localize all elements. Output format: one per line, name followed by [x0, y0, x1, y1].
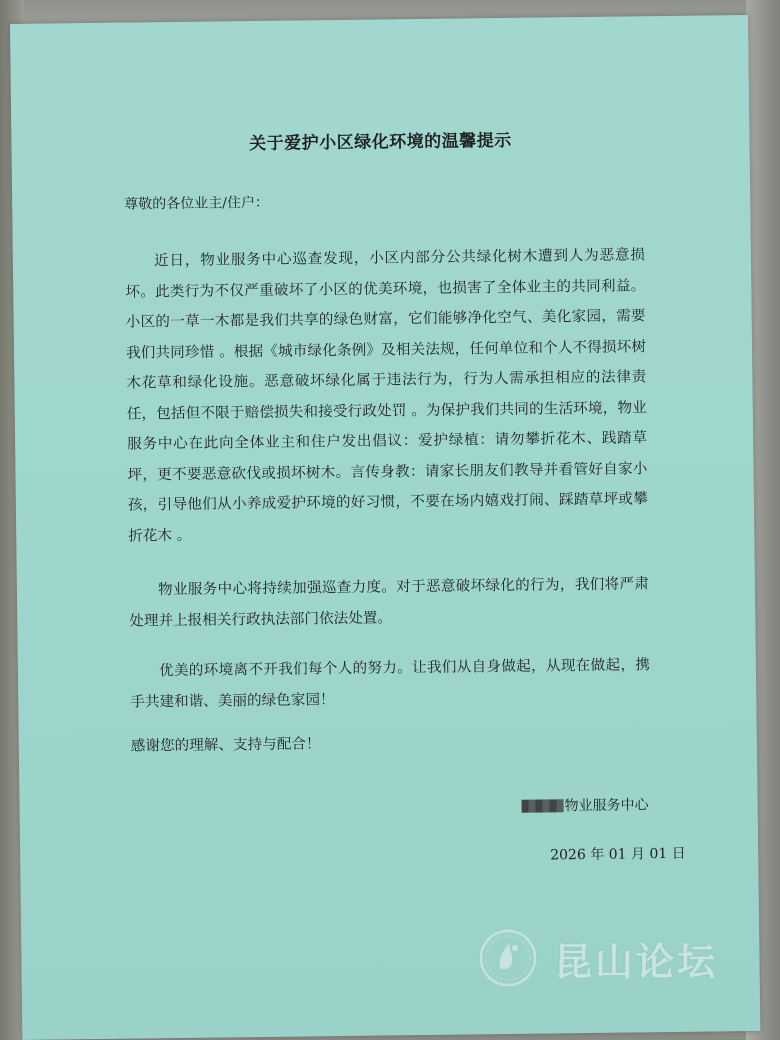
redacted-block: [522, 799, 564, 813]
signature-text: 物业服务中心: [564, 797, 649, 815]
watermark-text: 昆山论坛: [554, 939, 719, 984]
body-paragraph-1: 近日，物业服务中心巡查发现，小区内部分公共绿化树木遭到人为恶意损坏。此类行为不仅严重破坏了小区的优美环境，也损害了全体业主的共同利益。小区的一草一木都是我们共享的绿色财富，它们能够净化空气、美化家园，需要我们共同珍惜 。根据《城市绿化条例》及相关法规，任何单位和个人不得损坏树木花草和绿化设施。恶意破坏绿化属于违法行为，行为人需承担相应的法律责任，包括但不限于赔偿损失和接受行政处罚 。为保护我们共同的生活环境，物业服务中心在此向全体业主和住户发出倡议：爱护绿植：请勿攀折花木、践踏草坪，更不要恶意砍伐或损坏树木。言传身教：请家长朋友们教导并看管好自家小孩，引导他们从小养成爱护环境的好习惯，不要在场内嬉戏打闹、踩踏草坪或攀折花木 。: [125, 246, 648, 545]
notice-title: 关于爱护小区绿化环境的温馨提示: [249, 130, 512, 155]
signature: [521, 794, 648, 816]
kunshan-forum-logo-icon: [478, 928, 538, 988]
body-paragraph-2: 物业服务中心将持续加强巡查力度。对于恶意破坏绿化的行为，我们将严肃处理并上报相关行政执法部门依法处置。: [129, 575, 649, 630]
salutation: 尊敬的各位业主/住户：: [124, 194, 270, 213]
notice-paper: [10, 15, 760, 1040]
watermark: [478, 928, 718, 988]
body-paragraph-3: 优美的环境离不开我们每个人的努力。让我们从自身做起，从现在做起，携手共建和谐、美丽的绿色家园！: [130, 656, 650, 711]
closing-line: 感谢您的理解、支持与配合！: [130, 735, 321, 755]
notice-date: 2026 年 01 月 01 日: [550, 845, 686, 864]
